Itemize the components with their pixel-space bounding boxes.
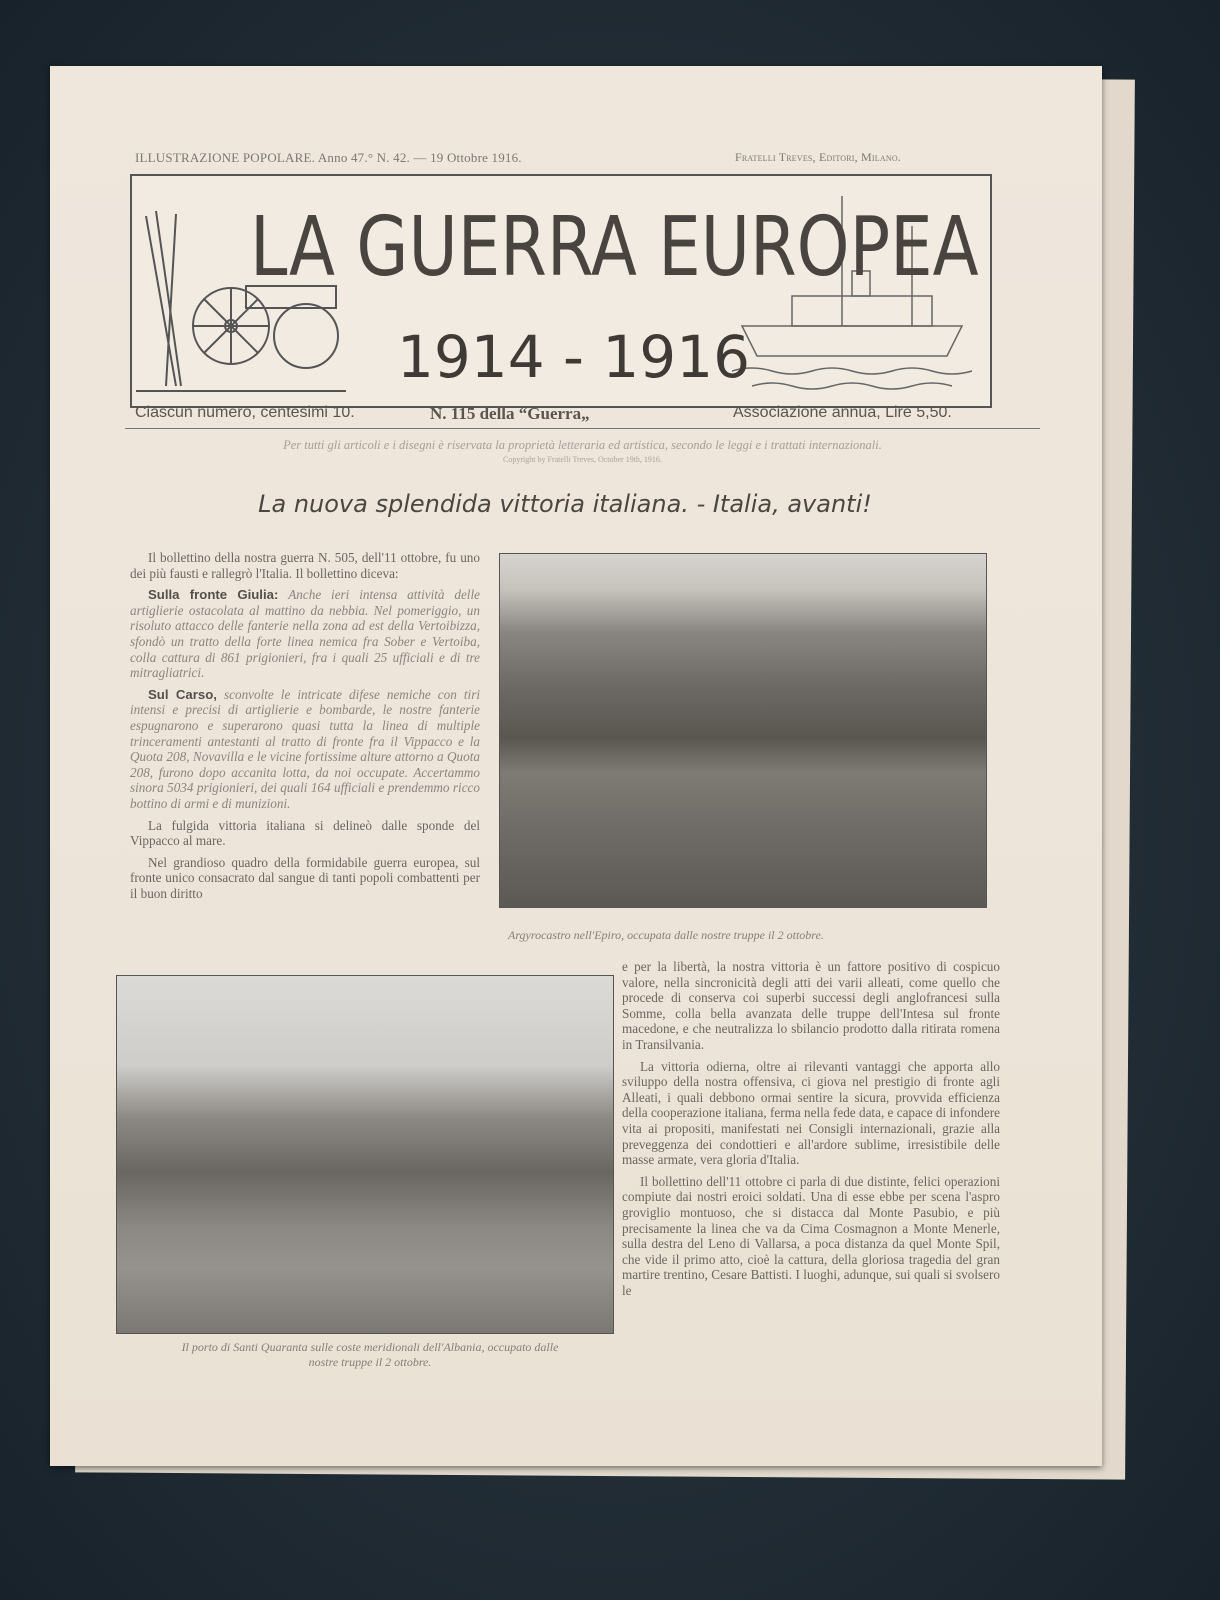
giulia-text: Anche ieri intensa attività delle artiglierie ostacolata al mattino da nebbia. Nel pomeriggio, un risoluto attacco delle fanterie nella zona ad est della Vertoibizza, sfondò un tratto della forte linea nemica fra Sober e Vertoiba, colla cattura di 861 prigionieri, fra i quali 25 ufficiali e di tre mitragliatrici.: [130, 587, 480, 681]
publication-line: ILLUSTRAZIONE POPOLARE. Anno 47.° N. 42. — 19 Ottobre 1916.: [135, 150, 522, 165]
photo-santi-quaranta: [116, 975, 614, 1334]
headline: La nuova splendida vittoria italiana. - Italia, avanti!: [258, 490, 872, 518]
masthead-years: 1914 - 1916: [397, 323, 751, 391]
caption-argyrocastro: Argyrocastro nell'Epiro, occupata dalle nostre truppe il 2 ottobre.: [508, 928, 824, 942]
carso-text: sconvolte le intricate difese nemiche con tiri intensi e precisi di artiglierie e bombarde, le nostre fanterie espugnarono e superarono quasi tutta la linea di multiple trinceramenti antestanti al tratto di fronte fra il Vippacco e la Quota 208, Novavilla e le vicine fortissime alture attorno a Quota 208, furono dopo accanita lotta, da noi occupate. Accertammo sinora 5034 prigionieri, dei quali 164 ufficiali e prendemmo ricco bottino di armi e di munizioni.: [130, 686, 480, 811]
carso-label: Sul Carso,: [148, 686, 217, 702]
divider: [125, 428, 1040, 429]
subscription: Associazione annua, Lire 5,50.: [733, 404, 952, 421]
issue-number: N. 115 della “Guerra„: [430, 404, 590, 423]
giulia-paragraph: [130, 587, 480, 681]
quadro-paragraph: Nel grandioso quadro della formidabile guerra europea, sul fronte unico consacrato dal sangue di tanti popoli combattenti per il buon diritto: [130, 854, 480, 901]
price: Ciascun numero, centesimi 10.: [135, 404, 355, 421]
intro-paragraph: Il bollettino della nostra guerra N. 505, dell'11 ottobre, fu uno dei più fausti e rallegrò l'Italia. Il bollettino diceva:: [130, 550, 480, 581]
copyright: Copyright by Fratelli Treves, October 19th, 1916.: [503, 455, 662, 464]
odierna-paragraph: La vittoria odierna, oltre ai rilevanti vantaggi che apporta allo sviluppo della nostra offensiva, ci giova nel prestigio di fronte agli Alleati, i quali debbono ormai sentire la sicura, provvida efficienza della cooperazione italiana, ferma nella fede data, e capace di infondere vita ai propositi, manifestati nei Consigli internazionali, grazie alla preveggenza dei condottieri e all'ardore sublime, irresistibile delle masse armate, vera gloria d'Italia.: [622, 1058, 1000, 1168]
giulia-label: Sulla fronte Giulia:: [148, 587, 279, 603]
continued-paragraph: e per la libertà, la nostra vittoria è un fattore positivo di cospicuo valore, nella sincronicità degli atti dei varii alleati, come quello che procede di conserva coi superbi successi degli anglofrancesi sulla Somme, colla bella avanzata delle truppe dell'Intesa sul fronte macedone, e che neutralizza lo sbilancio prodotto dalla ritirata romena in Transilvania.: [622, 959, 1000, 1052]
masthead-title: LA GUERRA EUROPEA: [250, 200, 979, 295]
photo-argyrocastro: [499, 553, 987, 908]
masthead: [130, 174, 992, 408]
newspaper-page: [50, 66, 1102, 1466]
left-column: [130, 550, 480, 907]
caption-santi-quaranta: Il porto di Santi Quaranta sulle coste meridionali dell'Albania, occupato dalle nostre truppe il 2 ottobre.: [181, 1340, 559, 1369]
carso-paragraph: [130, 687, 480, 812]
publisher: Fratelli Treves, Editori, Milano.: [735, 150, 902, 164]
fulgida-paragraph: La fulgida vittoria italiana si delineò dalle sponde del Vippacco al mare.: [130, 817, 480, 849]
right-column: [622, 959, 1000, 1304]
bollettino-paragraph: Il bollettino dell'11 ottobre ci parla di due distinte, felici operazioni compiute dai nostri eroici soldati. Una di esse ebbe per scena l'aspro groviglio montuoso, che si distacca dal Monte Pasubio, e più precisamente la linea che va da Cima Cosmagnon a Monte Menerle, sulla destra del Leno di Vallarsa, a poca distanza da quel Monte Spil, che vide il primo atto, cioè la cattura, della gloriosa tragedia del gran martire trentino, Cesare Battisti. I luoghi, adunque, sui quali si svolsero le: [622, 1173, 1000, 1298]
rights-notice: Per tutti gli articoli e i disegni è riservata la proprietà letteraria ed artistica, secondo le leggi e i trattati internazionali.: [283, 438, 882, 452]
